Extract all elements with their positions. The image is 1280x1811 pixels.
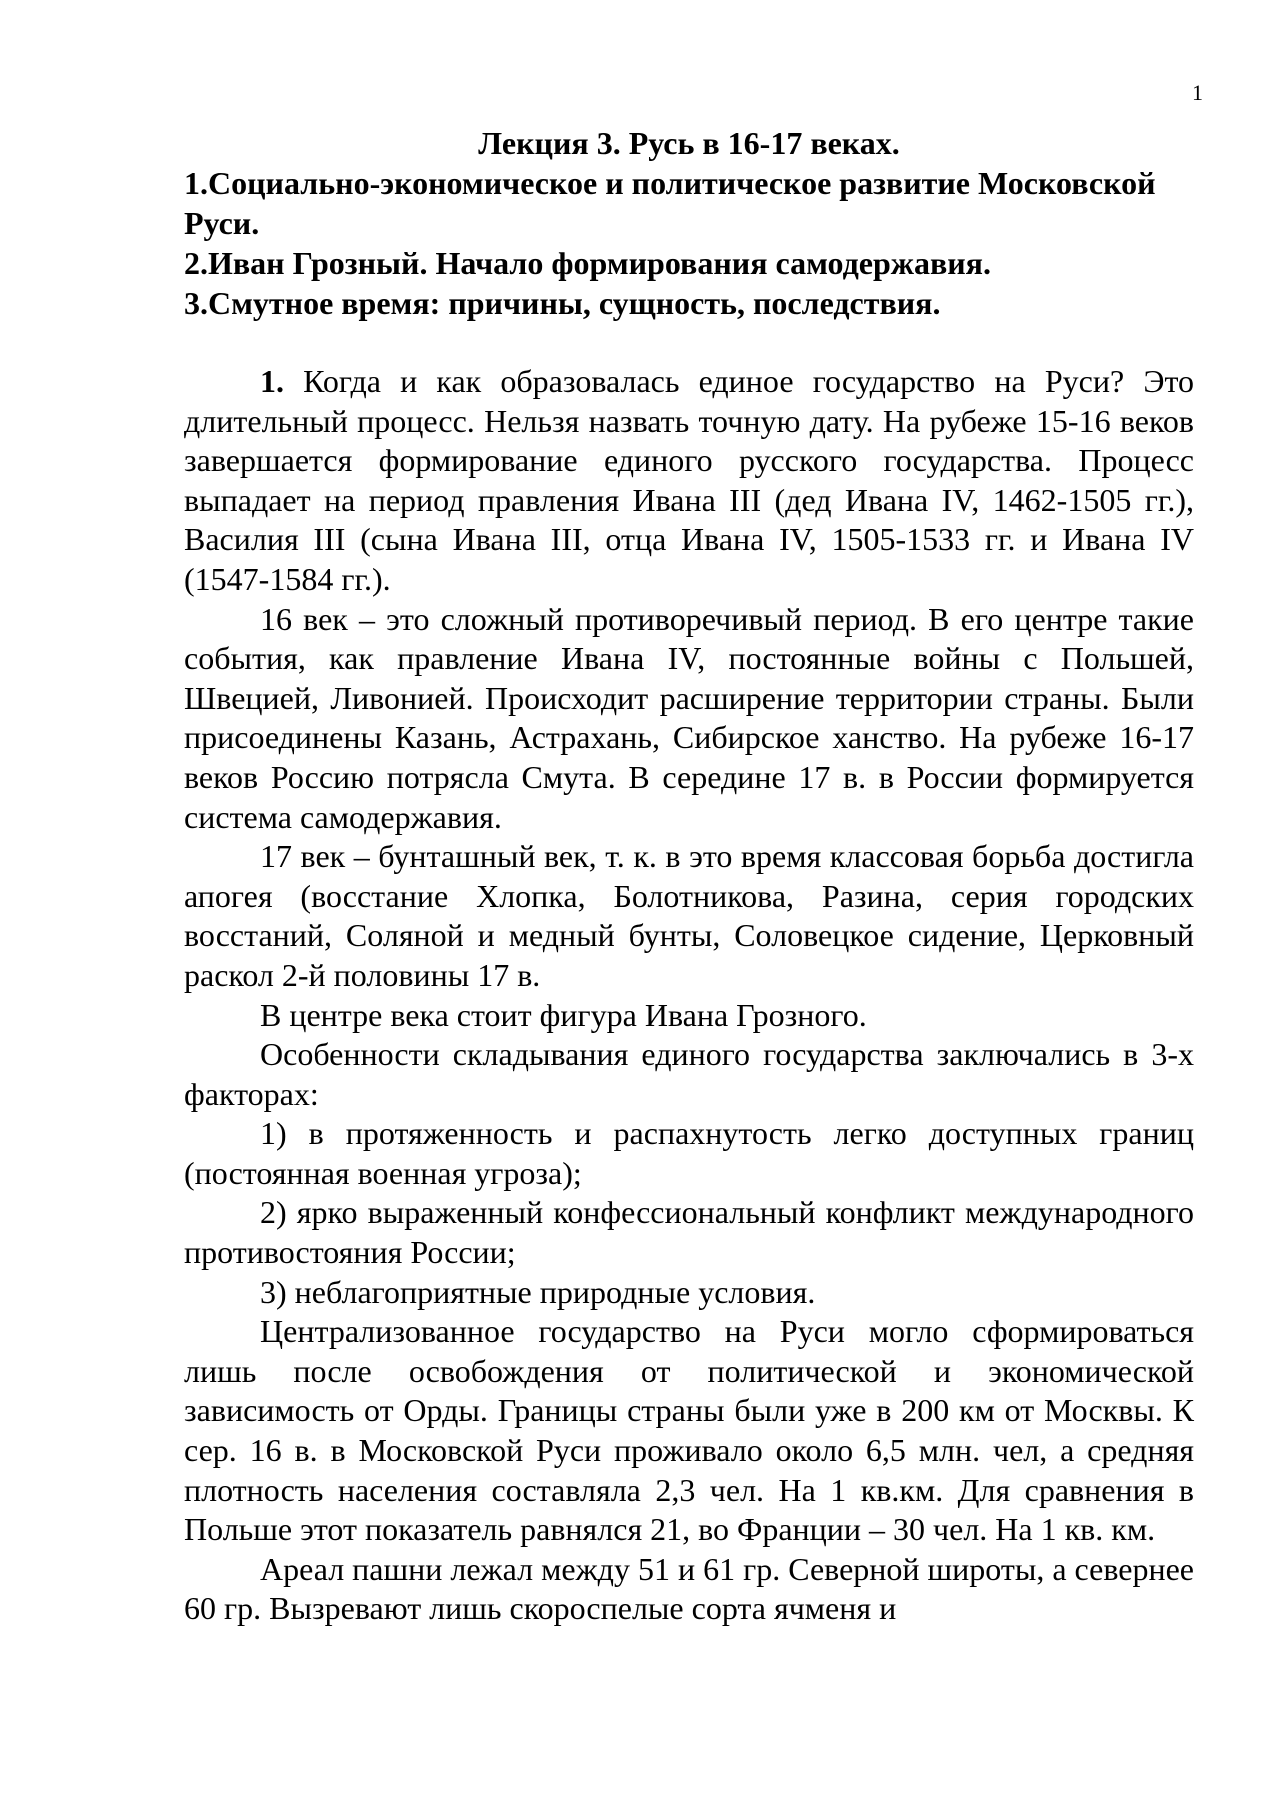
paragraph-text: Когда и как образовалась единое государство на Руси? Это длительный процесс. Нельзя назвать точную дату. На рубеже 15-16 веков завершается формирование единого русского государства. Процесс выпадает на период правления Ивана III (дед Ивана IV, 1462-1505 гг.), Василия III (сына Ивана III, отца Ивана IV, 1505-1533 гг. и Ивана IV (1547-1584 гг.).: [184, 363, 1194, 597]
lecture-title: Лекция 3. Русь в 16-17 веках.: [478, 125, 900, 161]
list-paragraph: 1) в протяженность и распахнутость легко доступных границ (постоянная военная угроза);: [184, 1115, 1194, 1191]
paragraph: Ареал пашни лежал между 51 и 61 гр. Северной широты, а севернее 60 гр. Вызревают лишь скороспелые сорта ячменя и: [184, 1550, 1194, 1627]
document-content: [184, 123, 1194, 1629]
paragraph: Централизованное государство на Руси могло сформироваться лишь после освобождения от политической и экономической зависимость от Орды. Границы страны были уже в 200 км от Москвы. К сер. 16 в. в Московской Руси проживало около 6,5 млн. чел, а средняя плотность населения составляла 2,3 чел. На 1 кв.км. Для сравнения в Польше этот показатель равнялся 21, во Франции – 30 чел. На 1 кв. км.: [184, 1313, 1194, 1548]
lecture-outline: [184, 163, 1194, 323]
paragraph: 16 век – это сложный противоречивый период. В его центре такие события, как правление Ивана IV, постоянные войны с Польшей, Швецией, Ливонией. Происходит расширение территории страны. Были присоединены Казань, Астрахань, Сибирское ханство. На рубеже 16-17 веков Россию потрясла Смута. В середине 17 в. в России формируется система самодержавия.: [184, 600, 1194, 835]
body-text: [184, 362, 1194, 1629]
paragraph: В центре века стоит фигура Ивана Грозного.: [260, 996, 867, 1033]
paragraph: [184, 362, 1194, 600]
outline-item: 3.Смутное время: причины, сущность, последствия.: [184, 285, 941, 321]
outline-item: 2.Иван Грозный. Начало формирования самодержавия.: [184, 245, 991, 281]
paragraph: 17 век – бунташный век, т. к. в это время классовая борьба достигла апогея (восстание Хлопка, Болотникова, Разина, серия городских восстаний, Соляной и медный бунты, Соловецкое сидение, Церковный раскол 2-й половины 17 в.: [184, 838, 1194, 993]
section-number: 1.: [260, 363, 284, 399]
outline-item: 1.Социально-экономическое и политическое развитие Московской Руси.: [184, 165, 1156, 241]
paragraph: Особенности складывания единого государства заключались в 3-х факторах:: [184, 1036, 1194, 1112]
list-paragraph: 2) ярко выраженный конфессиональный конфликт международного противостояния России;: [184, 1194, 1194, 1271]
page-number: 1: [1192, 80, 1203, 105]
list-paragraph: 3) неблагоприятные природные условия.: [260, 1273, 816, 1310]
